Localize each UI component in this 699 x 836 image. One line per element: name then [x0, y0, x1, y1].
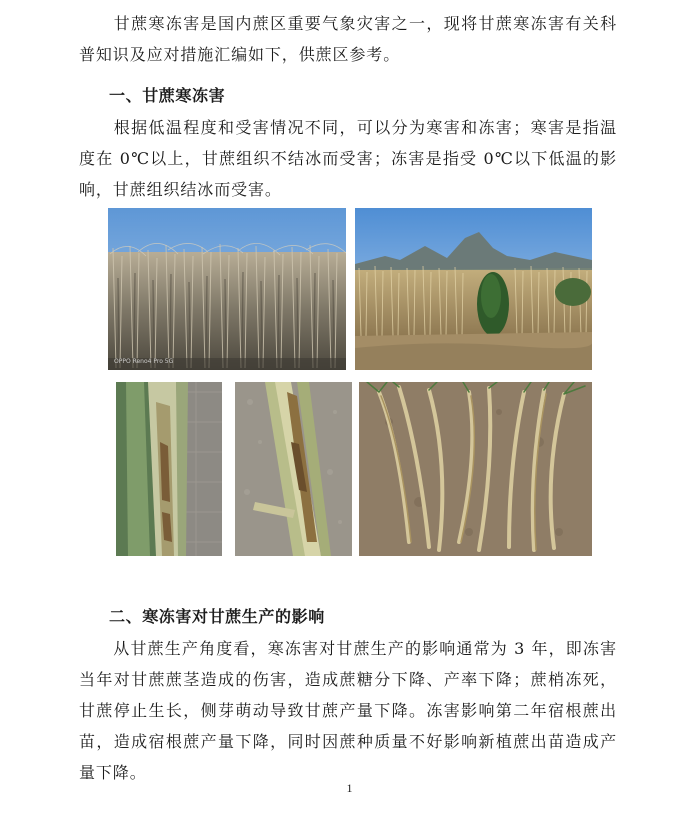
camera-watermark: OPPO Reno4 Pro 5G	[114, 358, 174, 365]
split-cane-stalk-photo-1	[116, 382, 222, 556]
damaged-cane-stalks-on-soil-photo	[359, 382, 592, 556]
section2-heading: 二、寒冻害对甘蔗生产的影响	[109, 607, 325, 626]
intro-paragraph: 甘蔗寒冻害是国内蔗区重要气象灾害之一，现将甘蔗寒冻害有关科普知识及应对措施汇编如下，供蔗区参考。	[79, 14, 617, 64]
split-cane-stalk-photo-2	[235, 382, 352, 556]
section2-paragraph: 从甘蔗生产角度看，寒冻害对甘蔗生产的影响通常为 3 年，即冻害当年对甘蔗蔗茎造成的伤害，造成蔗糖分下降、产率下降；蔗梢冻死，甘蔗停止生长，侧芽萌动导致甘蔗产量下降。冻害影响第二年宿根蔗出苗，造成宿根蔗产量下降，同时因蔗种质量不好影响新植蔗出苗造成产量下降。	[79, 639, 617, 782]
section1-paragraph: 根据低温程度和受害情况不同，可以分为寒害和冻害；寒害是指温度在 0℃以上，甘蔗组织不结冰而受害；冻害是指受 0℃以下低温的影响，甘蔗组织结冰而受害。	[79, 118, 617, 199]
section1-heading: 一、甘蔗寒冻害	[109, 86, 226, 105]
cane-field-mountains-photo	[355, 208, 592, 370]
frost-damaged-cane-field-photo	[108, 208, 346, 370]
page-number: 1	[346, 781, 353, 795]
